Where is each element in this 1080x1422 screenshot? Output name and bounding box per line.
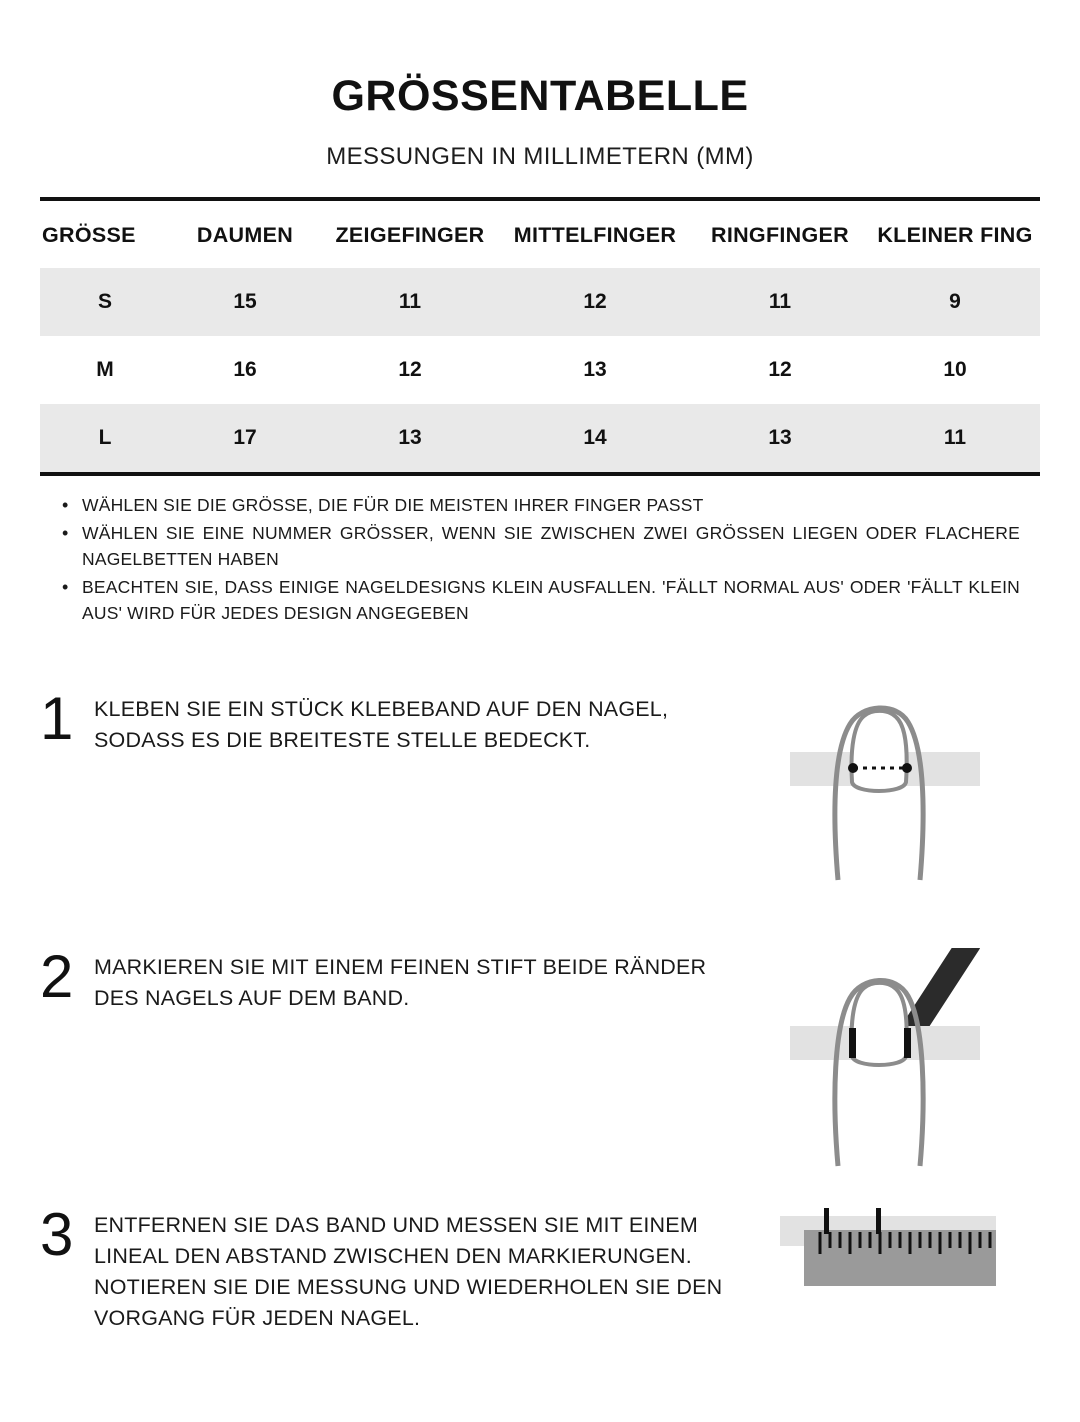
cell-size: S <box>97 290 112 313</box>
size-chart-page <box>0 72 1080 1422</box>
cell-size: L <box>98 426 112 449</box>
cell-middle: 13 <box>583 358 607 381</box>
column-header-middle-finger: MITTELFINGER <box>513 223 677 247</box>
step-1 <box>40 685 1040 890</box>
column-header-size: GRÖSSE <box>42 223 136 247</box>
list-item: • WÄHLEN SIE EINE NUMMER GRÖSSER, WENN SIE ZWISCHEN ZWEI GRÖSSEN LIEGEN ODER FLACHERE NAGELBETTEN HABEN <box>60 520 1040 572</box>
notes-list <box>40 492 1040 626</box>
cell-ring: 11 <box>768 290 792 313</box>
cell-thumb: 15 <box>233 290 257 313</box>
column-header-ring-finger: RINGFINGER <box>711 223 849 247</box>
table-row <box>40 268 1040 336</box>
table-row <box>40 404 1040 472</box>
steps-section <box>40 685 1040 1406</box>
table-header-row <box>40 201 1040 268</box>
table-row <box>40 336 1040 404</box>
cell-ring: 12 <box>768 358 792 381</box>
table-header <box>40 201 1040 268</box>
column-header-little-finger: KLEINER FING <box>877 223 1033 247</box>
page-subtitle: MESSUNGEN IN MILLIMETERN (MM) <box>326 143 754 170</box>
cell-index: 13 <box>398 426 422 449</box>
step-text: MARKIEREN SIE MIT EINEM FEINEN STIFT BEIDE RÄNDER DES NAGELS AUF DEM BAND. <box>94 955 707 1010</box>
cell-middle: 14 <box>583 426 607 449</box>
cell-thumb: 16 <box>233 358 257 381</box>
page-title: GRÖSSENTABELLE <box>331 72 749 120</box>
step-number: 1 <box>40 685 74 752</box>
step-text: ENTFERNEN SIE DAS BAND UND MESSEN SIE MIT EINEM LINEAL DEN ABSTAND ZWISCHEN DEN MARKIERUNGEN. NOTIEREN SIE DIE MESSUNG UND WIEDERHOLEN SIE DEN VORGANG FÜR JEDEN NAGEL. <box>94 1213 723 1330</box>
cell-thumb: 17 <box>233 426 257 449</box>
step-number: 2 <box>40 943 74 1010</box>
table-body <box>40 268 1040 472</box>
cell-ring: 13 <box>768 426 792 449</box>
table-bottom-rule <box>40 472 1040 476</box>
cell-size: M <box>96 358 114 381</box>
step-text: KLEBEN SIE EIN STÜCK KLEBEBAND AUF DEN NAGEL, SODASS ES DIE BREITESTE STELLE BEDECKT. <box>94 697 669 752</box>
cell-pinky: 10 <box>943 358 967 381</box>
cell-index: 11 <box>398 290 422 313</box>
list-item: • WÄHLEN SIE DIE GRÖSSE, DIE FÜR DIE MEISTEN IHRER FINGER PASST <box>60 492 1040 518</box>
cell-pinky: 9 <box>949 290 961 313</box>
size-table <box>40 201 1040 472</box>
column-header-thumb: DAUMEN <box>196 223 294 247</box>
size-table-section <box>40 197 1040 476</box>
step-2 <box>40 943 1040 1148</box>
finger-with-tape-illustration <box>780 690 1040 890</box>
step-number: 3 <box>40 1201 74 1268</box>
list-item: • BEACHTEN SIE, DASS EINIGE NAGELDESIGNS KLEIN AUSFALLEN. 'FÄLLT NORMAL AUS' ODER 'FÄLLT KLEIN AUS' WIRD FÜR JEDES DESIGN ANGEGEBEN <box>60 574 1040 626</box>
cell-middle: 12 <box>583 290 607 313</box>
ruler-with-tape-illustration <box>780 1206 1040 1406</box>
cell-pinky: 11 <box>943 426 967 449</box>
finger-with-pen-illustration <box>780 948 1040 1148</box>
column-header-index-finger: ZEIGEFINGER <box>335 223 485 247</box>
step-3 <box>40 1201 1040 1406</box>
cell-index: 12 <box>398 358 422 381</box>
